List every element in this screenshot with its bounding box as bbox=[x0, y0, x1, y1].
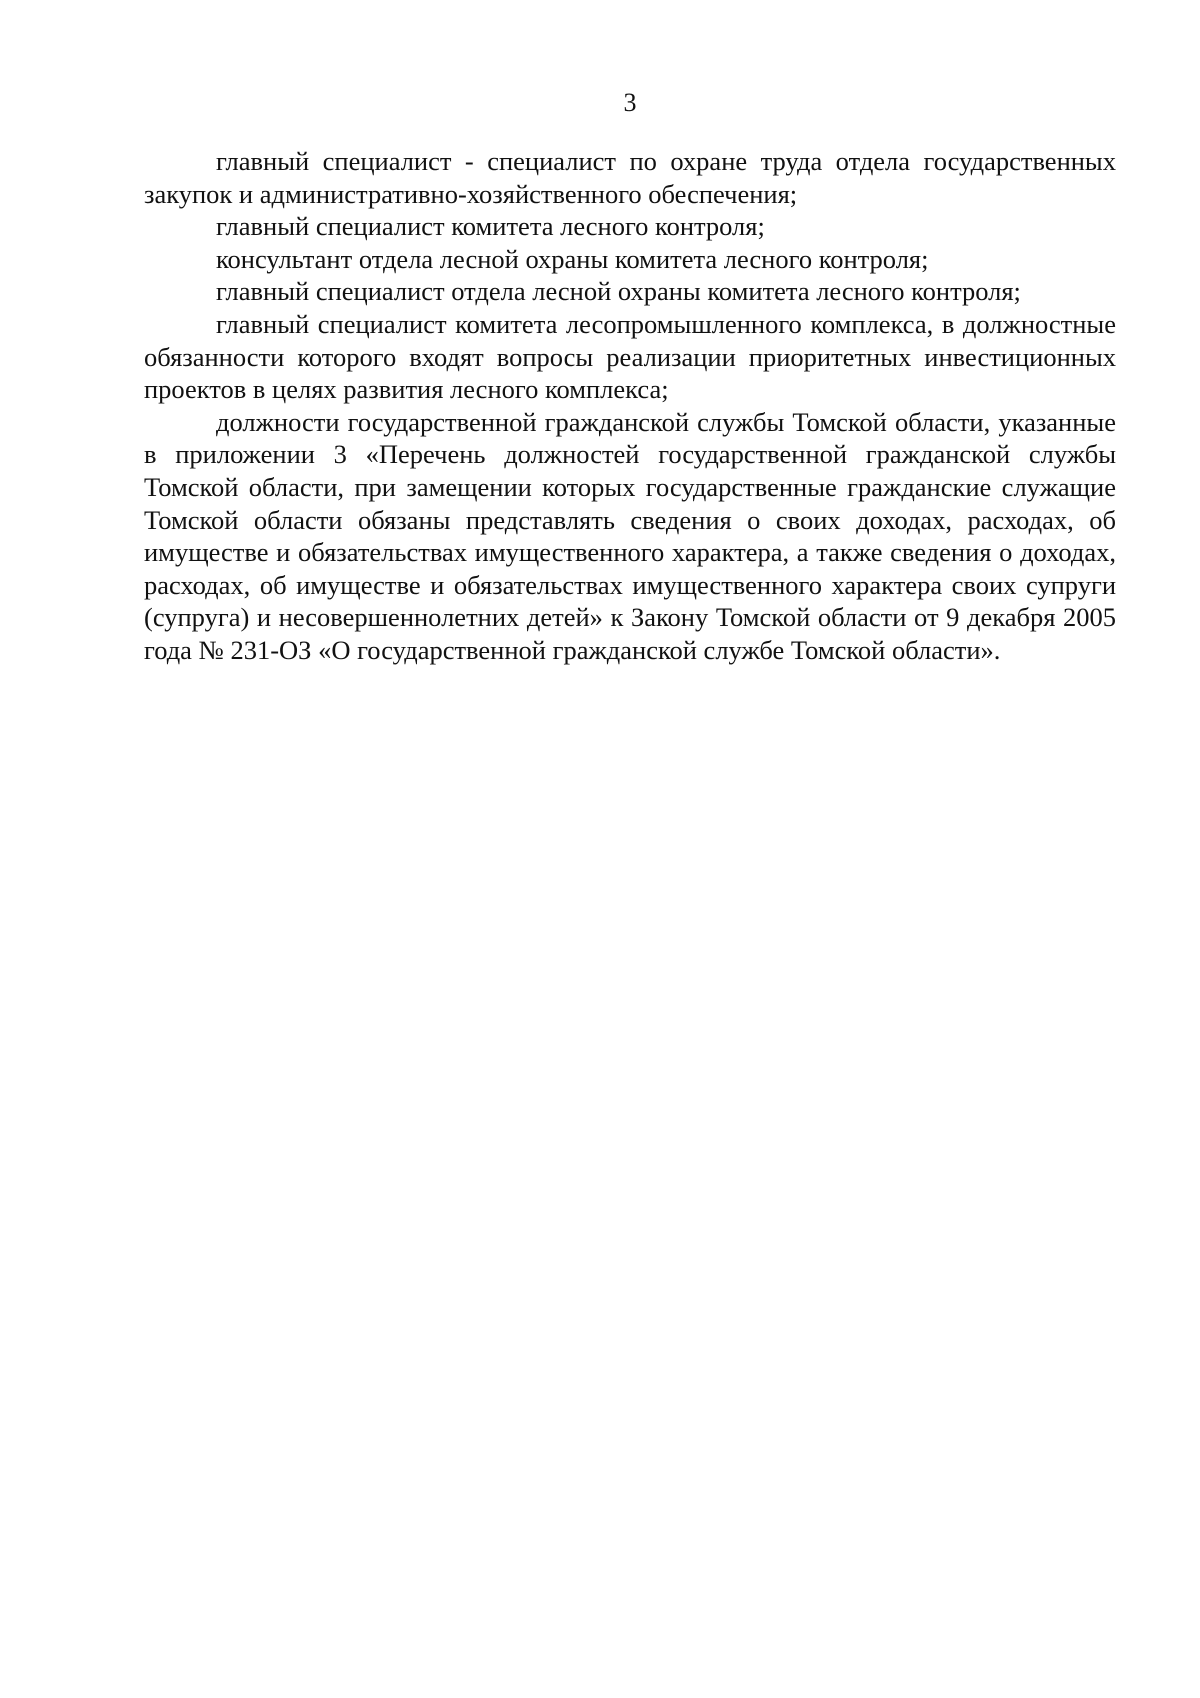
page-number: 3 bbox=[623, 88, 637, 117]
paragraph-forest-protection-specialist: главный специалист отдела лесной охраны комитета лесного контроля; bbox=[216, 276, 1021, 307]
document-body bbox=[144, 145, 1116, 667]
paragraph-forest-protection-consultant: консультант отдела лесной охраны комитета лесного контроля; bbox=[216, 243, 929, 274]
paragraph-civil-service-positions: должности государственной гражданской службы Томской области, указанные в приложении 3 «Перечень должностей государственной гражданской службы Томской области, при замещении которых государственные гражданские служащие Томской области обязаны представлять сведения о своих доходах, расходах, об имуществе и обязательствах имущественного характера, а также сведения о доходах, расходах, об имуществе и обязательствах имущественного характера своих супруги (супруга) и несовершеннолетних детей» к Закону Томской области от 9 декабря 2005 года № 231-ОЗ «О государственной гражданской службе Томской области». bbox=[144, 406, 1116, 665]
paragraph-timber-industry-specialist: главный специалист комитета лесопромышленного комплекса, в должностные обязанности которого входят вопросы реализации приоритетных инвестиционных проектов в целях развития лесного комплекса; bbox=[144, 308, 1116, 405]
paragraph-forest-control-specialist: главный специалист комитета лесного контроля; bbox=[216, 211, 765, 242]
paragraph-labor-safety-specialist: главный специалист - специалист по охране труда отдела государственных закупок и административно-хозяйственного обеспечения; bbox=[144, 146, 1116, 209]
